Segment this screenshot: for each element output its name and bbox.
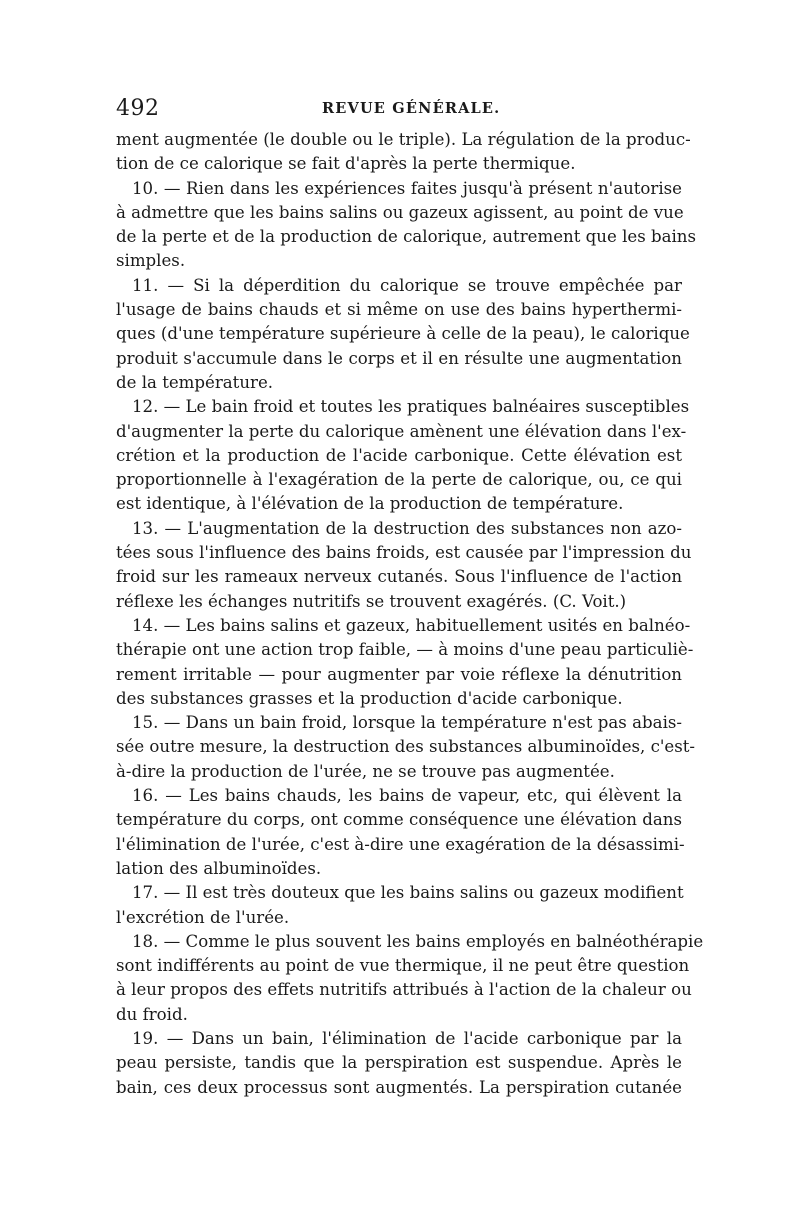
text-line: à-dire la production de l'urée, ne se trouve pas augmentée.: [116, 761, 615, 781]
text-line: 12. — Le bain froid et toutes les pratiques balnéaires susceptibles: [132, 397, 690, 417]
text-line: simples.: [116, 251, 186, 271]
text-line: tées sous l'influence des bains froids, est causée par l'impression du: [116, 543, 692, 563]
text-line: 18. — Comme le plus souvent les bains employés en balnéothérapie: [132, 931, 704, 951]
text-line: est identique, à l'élévation de la production de température.: [116, 494, 624, 514]
running-title: REVUE GÉNÉRALE.: [322, 100, 501, 117]
text-line: d'augmenter la perte du calorique amènent une élévation dans l'ex-: [116, 421, 687, 441]
text-line: des substances grasses et la production d'acide carbonique.: [116, 688, 623, 708]
text-line: bain, ces deux processus sont augmentés. La perspiration cutanée: [116, 1077, 682, 1097]
text-line: crétion et la production de l'acide carbonique. Cette élévation est: [116, 445, 682, 465]
page-header: [116, 96, 682, 124]
text-line: 15. — Dans un bain froid, lorsque la température n'est pas abais-: [132, 713, 682, 733]
page-number: 492: [116, 96, 160, 121]
text-line: rement irritable — pour augmenter par voie réflexe la dénutrition: [116, 664, 682, 684]
text-line: thérapie ont une action trop faible, — à moins d'une peau particuliè-: [116, 640, 694, 660]
text-line: à admettre que les bains salins ou gazeux agissent, au point de vue: [116, 202, 684, 222]
text-line: froid sur les rameaux nerveux cutanés. Sous l'influence de l'action: [116, 567, 682, 587]
text-line: 10. — Rien dans les expériences faites jusqu'à présent n'autorise: [132, 178, 682, 198]
text-line: produit s'accumule dans le corps et il en résulte une augmentation: [116, 348, 682, 368]
text-line: 13. — L'augmentation de la destruction des substances non azo-: [132, 518, 682, 538]
text-line: de la perte et de la production de calorique, autrement que les bains: [116, 227, 697, 247]
text-line: lation des albuminoïdes.: [116, 858, 322, 878]
text-line: du froid.: [116, 1004, 188, 1024]
text-line: l'élimination de l'urée, c'est à-dire une exagération de la désassimi-: [116, 834, 685, 854]
text-line: peau persiste, tandis que la perspiration est suspendue. Après le: [116, 1053, 682, 1073]
text-line: 14. — Les bains salins et gazeux, habituellement usités en balnéo-: [132, 615, 691, 635]
text-line: 16. — Les bains chauds, les bains de vapeur, etc, qui élèvent la: [132, 786, 682, 806]
text-line: ment augmentée (le double ou le triple). La régulation de la produc-: [116, 130, 691, 149]
text-line: 19. — Dans un bain, l'élimination de l'acide carbonique par la: [132, 1028, 682, 1048]
text-line: 11. — Si la déperdition du calorique se trouve empêchée par: [132, 275, 682, 295]
text-line: température du corps, ont comme conséquence une élévation dans: [116, 810, 682, 830]
text-line: réflexe les échanges nutritifs se trouvent exagérés. (C. Voit.): [116, 591, 627, 611]
text-line: tion de ce calorique se fait d'après la perte thermique.: [116, 154, 576, 174]
text-line: 17. — Il est très douteux que les bains salins ou gazeux modifient: [132, 883, 684, 903]
text-line: à leur propos des effets nutritifs attribués à l'action de la chaleur ou: [116, 980, 692, 1000]
text-line: ques (d'une température supérieure à celle de la peau), le calorique: [116, 324, 690, 344]
text-line: sont indifférents au point de vue thermique, il ne peut être question: [116, 956, 690, 976]
text-line: de la température.: [116, 372, 274, 392]
text-line: l'usage de bains chauds et si même on use des bains hyperthermi-: [116, 300, 682, 320]
text-line: proportionnelle à l'exagération de la perte de calorique, ou, ce qui: [116, 470, 682, 490]
body-text: [116, 128, 704, 1100]
text-line: l'excrétion de l'urée.: [116, 907, 290, 927]
text-line: sée outre mesure, la destruction des substances albuminoïdes, c'est-: [116, 737, 696, 757]
